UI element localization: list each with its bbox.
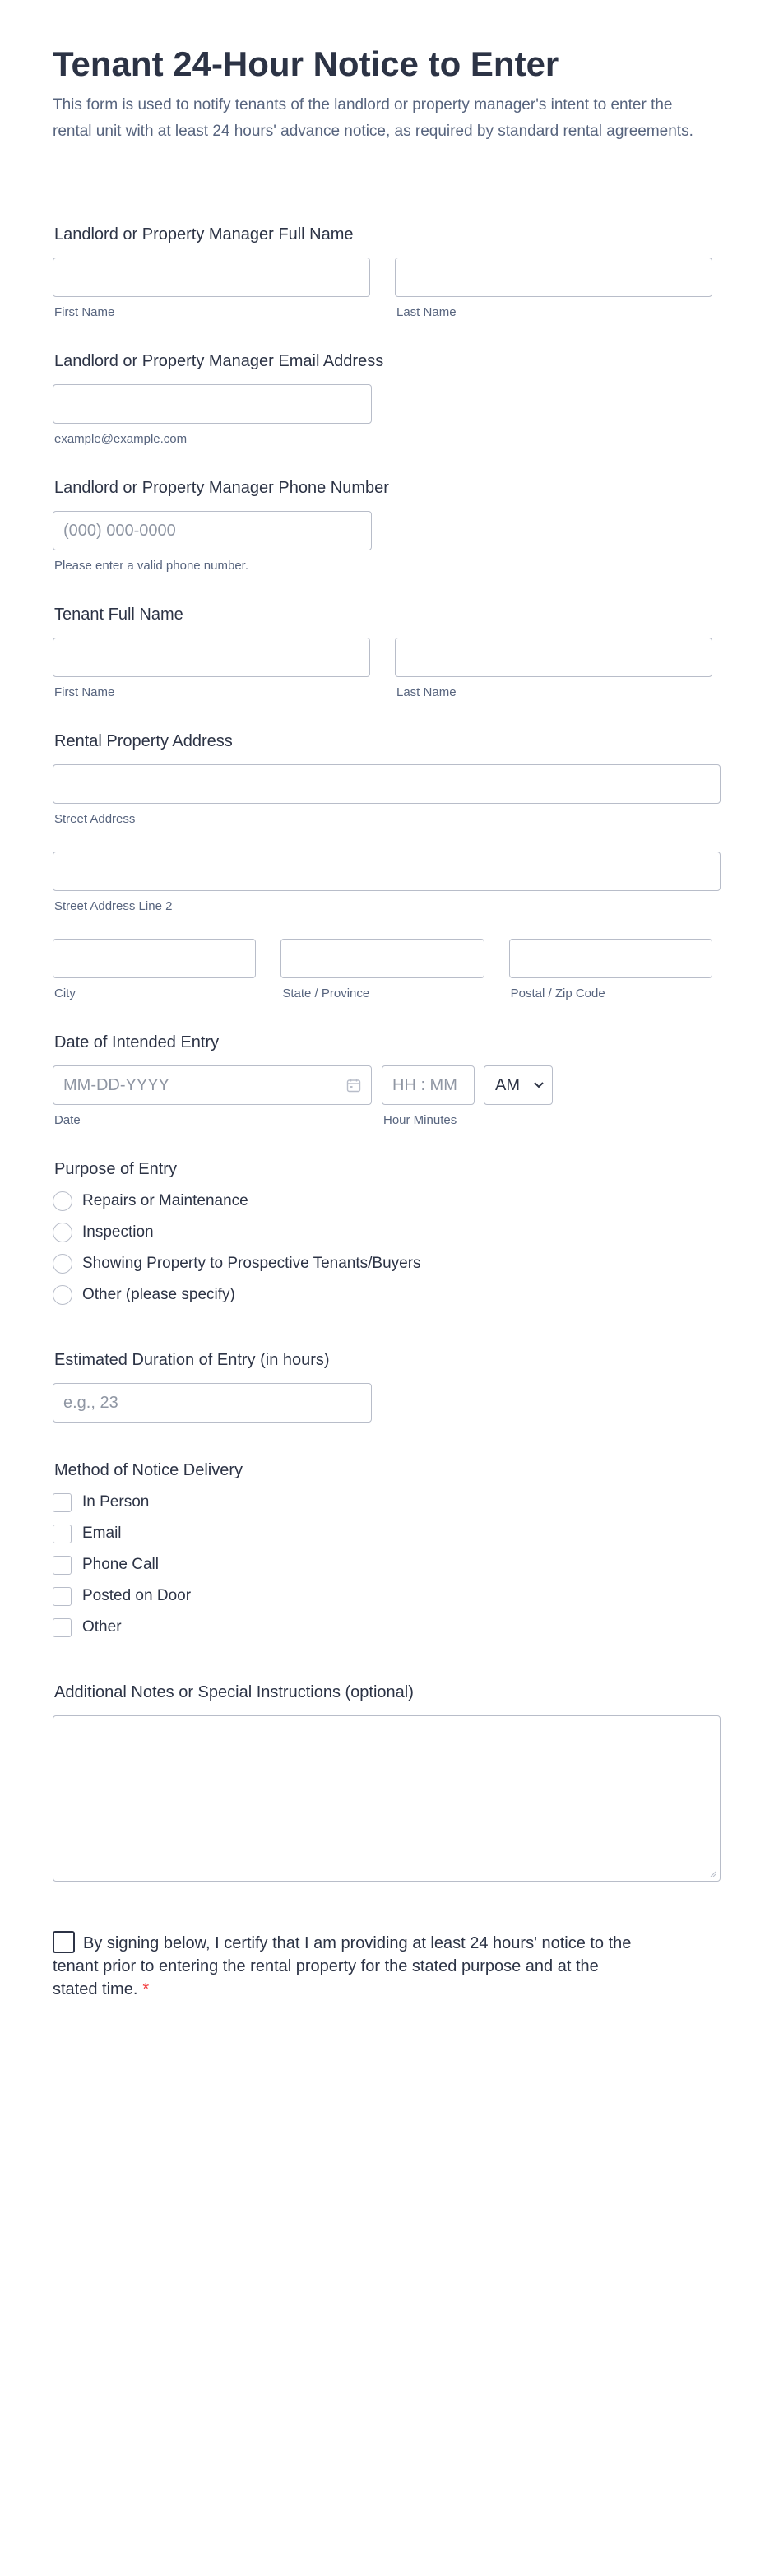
delivery-option-label: In Person — [82, 1493, 150, 1511]
delivery-option-label: Phone Call — [82, 1556, 159, 1573]
landlord-phone-sublabel: Please enter a valid phone number. — [54, 559, 248, 573]
notes-textarea[interactable] — [53, 1715, 721, 1882]
address-field — [53, 731, 712, 1001]
landlord-phone-label: Landlord or Property Manager Phone Number — [54, 479, 389, 497]
delivery-option-label: Email — [82, 1525, 122, 1542]
purpose-option-label: Repairs or Maintenance — [82, 1192, 248, 1209]
duration-placeholder: e.g., 23 — [63, 1393, 118, 1412]
state-sublabel: State / Province — [282, 986, 370, 1000]
street-address-line2-input[interactable] — [53, 852, 721, 891]
purpose-option-label: Other (please specify) — [82, 1286, 235, 1303]
landlord-last-name-sublabel: Last Name — [396, 305, 457, 319]
zip-sublabel: Postal / Zip Code — [510, 986, 605, 1000]
consent-text: By signing below, I certify that I am providing at least 24 hours' notice to the tenant prior to entering the rental property for the stated purpose and at the stated time. — [53, 1934, 632, 1998]
date-placeholder: MM-DD-YYYY — [63, 1075, 169, 1094]
landlord-first-name-sublabel: First Name — [54, 305, 115, 319]
landlord-email-sublabel: example@example.com — [54, 432, 188, 446]
ampm-value: AM — [495, 1075, 520, 1094]
radio-button[interactable] — [53, 1285, 72, 1305]
landlord-last-name-input[interactable] — [395, 258, 712, 297]
street-address-line2-sublabel: Street Address Line 2 — [54, 899, 173, 913]
checkbox[interactable] — [53, 1556, 72, 1575]
required-asterisk: * — [142, 1980, 150, 1998]
time-sublabel: Hour Minutes — [383, 1113, 457, 1127]
date-sublabel: Date — [54, 1113, 81, 1127]
tenant-name-field — [53, 605, 712, 700]
form-header — [0, 0, 765, 183]
city-input[interactable] — [53, 939, 256, 978]
zip-input[interactable] — [509, 939, 712, 978]
landlord-first-name-input[interactable] — [53, 258, 370, 297]
purpose-field — [53, 1159, 712, 1311]
purpose-option-other[interactable] — [53, 1279, 712, 1311]
duration-field — [53, 1350, 712, 1423]
radio-button[interactable] — [53, 1191, 72, 1211]
tenant-last-name-sublabel: Last Name — [396, 685, 457, 699]
calendar-icon[interactable] — [346, 1078, 361, 1093]
landlord-phone-placeholder: (000) 000-0000 — [63, 521, 176, 540]
landlord-name-label: Landlord or Property Manager Full Name — [54, 225, 354, 244]
purpose-option-showing[interactable] — [53, 1248, 712, 1279]
notes-label: Additional Notes or Special Instructions (optional) — [54, 1683, 414, 1701]
purpose-option-label: Showing Property to Prospective Tenants/Buyers — [82, 1255, 421, 1272]
street-address-input[interactable] — [53, 764, 721, 804]
checkbox[interactable] — [53, 1618, 72, 1637]
notes-field — [53, 1683, 712, 1882]
checkbox[interactable] — [53, 1493, 72, 1512]
tenant-name-label: Tenant Full Name — [54, 606, 183, 624]
delivery-label: Method of Notice Delivery — [54, 1461, 243, 1479]
ampm-select[interactable] — [484, 1065, 553, 1105]
entry-date-field — [53, 1033, 712, 1128]
consent-field — [53, 1931, 645, 2001]
delivery-option-phone-call[interactable] — [53, 1549, 712, 1580]
landlord-email-label: Landlord or Property Manager Email Address — [54, 352, 384, 370]
delivery-option-label: Other — [82, 1618, 122, 1636]
duration-label: Estimated Duration of Entry (in hours) — [54, 1351, 330, 1369]
tenant-first-name-input[interactable] — [53, 638, 370, 677]
landlord-email-field — [53, 351, 712, 447]
state-input[interactable] — [280, 939, 484, 978]
purpose-option-repairs[interactable] — [53, 1186, 712, 1217]
delivery-option-email[interactable] — [53, 1518, 712, 1549]
landlord-phone-field — [53, 478, 712, 573]
checkbox[interactable] — [53, 1525, 72, 1543]
delivery-option-posted-on-door[interactable] — [53, 1580, 712, 1612]
purpose-option-inspection[interactable] — [53, 1217, 712, 1248]
radio-button[interactable] — [53, 1223, 72, 1242]
landlord-name-field — [53, 225, 712, 320]
delivery-field — [53, 1460, 712, 1643]
checkbox[interactable] — [53, 1587, 72, 1606]
radio-button[interactable] — [53, 1254, 72, 1274]
time-placeholder: HH : MM — [392, 1075, 457, 1094]
street-address-sublabel: Street Address — [54, 812, 136, 826]
form-body — [0, 225, 765, 2001]
delivery-option-label: Posted on Door — [82, 1587, 192, 1604]
duration-input[interactable] — [53, 1383, 372, 1423]
address-label: Rental Property Address — [54, 732, 233, 750]
chevron-down-icon — [533, 1081, 545, 1089]
tenant-last-name-input[interactable] — [395, 638, 712, 677]
consent-checkbox[interactable] — [53, 1931, 75, 1953]
purpose-option-label: Inspection — [82, 1223, 154, 1241]
purpose-label: Purpose of Entry — [54, 1160, 177, 1178]
landlord-email-input[interactable] — [53, 384, 372, 424]
form-description: This form is used to notify tenants of the landlord or property manager's intent to enter the rental unit with at least 24 hours' advance notice, as required by standard rental agreements. — [53, 96, 693, 140]
date-input[interactable] — [53, 1065, 372, 1105]
city-sublabel: City — [54, 986, 76, 1000]
landlord-phone-input[interactable] — [53, 511, 372, 550]
resize-handle-icon[interactable] — [710, 1871, 716, 1877]
tenant-first-name-sublabel: First Name — [54, 685, 115, 699]
delivery-option-in-person[interactable] — [53, 1487, 712, 1518]
form-title: Tenant 24-Hour Notice to Enter — [53, 44, 559, 83]
delivery-option-other[interactable] — [53, 1612, 712, 1643]
entry-date-label: Date of Intended Entry — [54, 1033, 220, 1051]
time-input[interactable] — [382, 1065, 475, 1105]
